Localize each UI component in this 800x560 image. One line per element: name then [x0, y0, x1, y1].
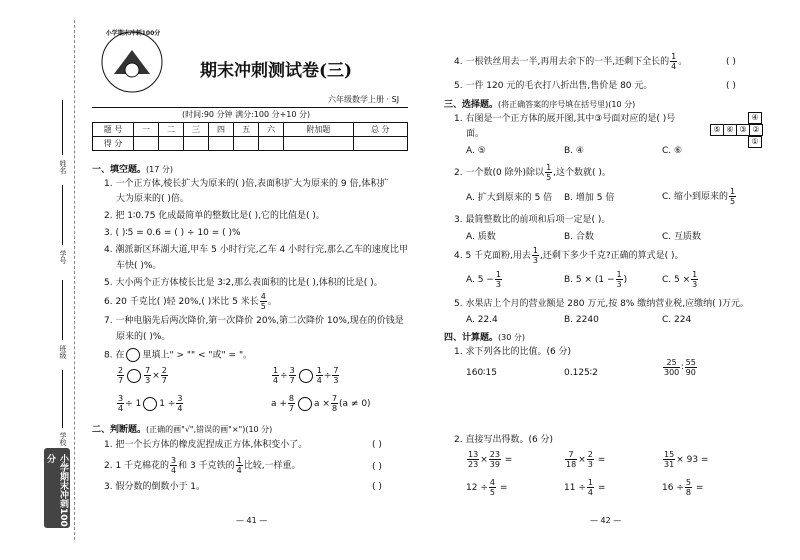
judge-1: 1. 把一个长方体的橡皮泥捏成正方体,体积变小了。 — [104, 440, 308, 450]
choice-3-option-c[interactable]: C. 互质数 — [662, 232, 702, 242]
net-face: ⑤ — [710, 124, 724, 136]
brand-box — [44, 448, 70, 528]
score-input-cell[interactable] — [184, 137, 209, 151]
fraction — [532, 246, 539, 265]
cube-net-figure — [710, 112, 774, 148]
score-cell: 总 分 — [353, 123, 407, 137]
logo — [100, 30, 164, 94]
fraction — [670, 52, 677, 71]
numerator: 2 — [161, 366, 167, 375]
ratio-colon: ∶ — [681, 363, 684, 373]
score-input-cell[interactable] — [209, 137, 234, 151]
choice-1-option-b[interactable]: B. ④ — [564, 146, 584, 156]
calc-1-item-c — [662, 358, 698, 377]
numerator: 13 — [468, 450, 479, 459]
section-title-text: 二、判断题。 — [92, 425, 147, 435]
calc-2-item-d — [466, 478, 507, 497]
judge-2 — [104, 456, 301, 475]
denominator: 4 — [316, 376, 322, 385]
operator-times: × — [578, 455, 586, 465]
numerator: 2 — [587, 450, 593, 459]
denominator: 4 — [177, 404, 183, 413]
judge-3-paren[interactable]: ( ) — [372, 482, 382, 492]
judge-2-text: 比较,一样重。 — [243, 461, 301, 471]
brand-box-text: 小学期末冲刺100分 — [45, 454, 68, 527]
judge-4-end: 。 — [678, 57, 688, 67]
net-face: ③ — [736, 124, 750, 136]
choice-2-option-a[interactable]: A. 扩大到原来的 5 倍 — [466, 193, 553, 203]
denominator: 7 — [289, 376, 295, 385]
fraction — [545, 163, 552, 182]
numerator: 7 — [333, 366, 339, 375]
q5: 5. 大小两个正方体棱长比是 3∶2,那么表面积的比是( ),体积的比是( )。 — [104, 278, 383, 288]
choice-4-text: 4. 5 千克面粉,用去 — [454, 251, 531, 261]
expr: (a ≠ 0) — [339, 399, 371, 409]
denominator: 3 — [333, 376, 339, 385]
denominator: 4 — [118, 404, 124, 413]
fraction — [495, 270, 502, 289]
denominator: 3 — [532, 256, 538, 265]
fraction — [176, 394, 183, 413]
denominator: 3 — [495, 280, 501, 289]
numerator: 4 — [489, 478, 495, 487]
side-line-school — [62, 370, 63, 428]
score-input-cell[interactable] — [134, 137, 159, 151]
calc-2-title: 2. 直接写出得数。(6 分) — [454, 435, 554, 445]
section-title-text: 三、选择题。 — [444, 100, 499, 110]
numerator: 8 — [288, 394, 295, 403]
option-text: A. 5 − — [466, 275, 494, 285]
denominator: 7 — [288, 404, 295, 413]
judge-4-text: 4. 一根铁丝用去一半,再用去余下的一半,还剩下全长的 — [454, 57, 670, 67]
denominator: 23 — [468, 460, 479, 469]
judge-4 — [454, 52, 687, 71]
net-face: ④ — [748, 112, 762, 124]
numerator: 1 — [730, 187, 736, 196]
judge-2-text: 和 3 千克铁的 — [178, 461, 235, 471]
numerator: 7 — [331, 394, 338, 403]
numerator: 5 — [685, 478, 691, 487]
binding-dash-line — [74, 20, 75, 540]
denominator: 4 — [587, 488, 593, 497]
choice-2 — [454, 163, 611, 182]
fraction — [489, 478, 496, 497]
fraction — [170, 456, 177, 475]
q8-pre: 8. 在 — [104, 350, 125, 361]
expr: 1 ÷ — [159, 399, 176, 409]
exam-meta: (时间:90 分钟 满分:100 分+10 分) — [182, 110, 311, 119]
choice-3: 3. 最简整数比的前项和后项一定是( )。 — [454, 215, 611, 225]
section-4-title — [444, 330, 525, 343]
choice-1-line1: 1. 右图是一个正方体的展开图,其中③号面对应的是( )号 — [454, 114, 676, 124]
calc-2-item-e — [564, 478, 605, 497]
numerator: 3 — [118, 394, 124, 403]
numerator: 7 — [565, 450, 577, 460]
binding-strip — [0, 0, 82, 560]
choice-3-option-a[interactable]: A. 质数 — [466, 232, 496, 242]
operator: × — [152, 371, 160, 381]
fraction — [685, 358, 697, 377]
operator: ÷ — [323, 371, 332, 381]
score-input-cell[interactable] — [353, 137, 407, 151]
numerator: 23 — [489, 450, 500, 459]
q6-end: 。 — [267, 297, 277, 307]
section-note: (17 分) — [146, 165, 173, 174]
q8 — [104, 348, 252, 362]
q1-line2: 大为原来的( )倍。 — [116, 194, 189, 204]
net-face: ⑥ — [723, 124, 737, 136]
compare-d — [271, 394, 371, 413]
numerator: 55 — [685, 358, 696, 367]
score-cell: 四 — [209, 123, 234, 137]
side-line-class — [62, 280, 63, 340]
q7-line2: 原来的( )%。 — [116, 332, 171, 342]
section-1-title — [92, 162, 173, 175]
numerator: 3 — [177, 394, 183, 403]
score-input-cell[interactable] — [159, 137, 184, 151]
section-2-title — [92, 422, 272, 435]
calc-1-title: 1. 求下列各比的比值。(6 分) — [454, 347, 572, 357]
choice-1-option-a[interactable]: A. ⑤ — [466, 146, 486, 156]
section-note: (30 分) — [498, 333, 525, 342]
choice-2-end: ,这个数就( )。 — [553, 168, 611, 178]
fraction — [161, 366, 168, 385]
judge-1-paren[interactable]: ( ) — [372, 440, 382, 450]
denominator: 5 — [730, 197, 736, 206]
denominator: 4 — [236, 466, 242, 475]
circle-blank-icon — [126, 348, 140, 362]
q3: 3. ( )∶5 = 0.6 = ( ) ÷ 10 = ( )% — [104, 228, 241, 238]
fraction — [288, 394, 295, 413]
fraction — [729, 187, 736, 206]
option-text: C. 5 × — [662, 275, 691, 285]
operator: ÷ — [280, 371, 288, 381]
judge-5: 5. 一件 120 元的毛衣打八折出售,售价是 80 元。 — [454, 81, 653, 91]
q4-line1: 4. 潮派新区环湖大道,甲车 5 小时行完,乙车 4 小时行完,那么乙车的速度比甲 — [104, 245, 408, 255]
fraction — [489, 450, 501, 469]
score-cell: 三 — [184, 123, 209, 137]
fraction — [144, 366, 151, 385]
denominator: 3 — [692, 280, 698, 289]
score-cell: 一 — [134, 123, 159, 137]
denominator: 3 — [587, 460, 593, 469]
numerator: 1 — [495, 270, 501, 279]
choice-4-end: ,还剩下多少千克?正确的算式是( )。 — [540, 251, 684, 261]
compare-c — [116, 394, 184, 413]
denominator: 4 — [671, 62, 677, 71]
fraction — [332, 366, 339, 385]
operator-times: × — [480, 455, 488, 465]
choice-5: 5. 水果店上个月的营业额是 280 万元,按 8% 缴纳营业税,应缴纳( )万元。 — [454, 299, 749, 309]
denominator: 31 — [664, 460, 675, 469]
denominator: 5 — [260, 302, 266, 311]
fraction — [663, 358, 680, 377]
choice-5-option-b[interactable]: B. 2240 — [564, 315, 599, 325]
expr: 12 ÷ — [466, 483, 488, 493]
q6-text: 6. 20 千克比( )轻 20%,( )米比 5 米长 — [104, 297, 259, 307]
score-table-header-row — [93, 123, 408, 137]
denominator: 39 — [489, 460, 500, 469]
choice-5-option-c[interactable]: C. 224 — [662, 315, 692, 325]
side-label-id: 学号 — [59, 250, 67, 264]
numerator: 3 — [289, 366, 295, 375]
expr: a × — [314, 399, 330, 409]
denominator: 5 — [489, 488, 495, 497]
grade-label: 六年级数学上册 · SJ — [328, 95, 400, 104]
score-cell: 五 — [234, 123, 259, 137]
fraction — [616, 270, 623, 289]
expr: a + — [271, 399, 287, 409]
denominator: 7 — [118, 376, 124, 385]
numerator: 1 — [316, 366, 322, 375]
equals: = — [594, 455, 606, 465]
fraction — [685, 478, 692, 497]
side-label-class: 班级 — [59, 345, 67, 359]
logo-arc-text: 小学期末冲刺100分 — [105, 30, 161, 37]
side-line-id — [62, 185, 63, 245]
page-number-left: — 41 — — [236, 516, 268, 525]
expr: × 93 = — [676, 455, 709, 465]
net-face: ① — [748, 136, 762, 148]
numerator: 1 — [546, 163, 552, 172]
q6 — [104, 292, 277, 311]
fraction — [117, 394, 124, 413]
answer-circle[interactable] — [127, 369, 141, 383]
choice-4-option-b[interactable] — [564, 270, 627, 289]
compare-a — [116, 366, 169, 385]
calc-2-item-a — [466, 450, 512, 469]
judge-4-paren[interactable]: ( ) — [726, 57, 736, 67]
side-label-name: 姓名 — [59, 160, 67, 174]
fraction — [331, 394, 338, 413]
choice-1-line2: 面。 — [466, 129, 485, 139]
numerator: 1 — [273, 366, 279, 375]
choice-2-option-c[interactable] — [662, 187, 737, 206]
score-cell: 附加题 — [284, 123, 354, 137]
fraction — [467, 450, 479, 469]
score-cell: 六 — [259, 123, 284, 137]
section-note: (将正确答案的序号填在括号里)(10 分) — [498, 100, 636, 109]
choice-3-option-b[interactable]: B. 合数 — [564, 232, 594, 242]
choice-2-text: 2. 一个数(0 除外)除以 — [454, 168, 545, 178]
header-rule — [92, 107, 408, 108]
denominator: 300 — [664, 368, 680, 377]
numerator: 4 — [260, 292, 266, 301]
option-text: C. 缩小到原来的 — [662, 192, 729, 202]
option-text: B. 5 × (1 − — [564, 275, 615, 285]
calc-2-item-b — [564, 450, 605, 469]
equals: = — [692, 483, 704, 493]
fraction — [117, 366, 124, 385]
q1-line1: 1. 一个正方体,棱长扩大为原来的( )倍,表面积扩大为原来的 9 倍,体积扩 — [104, 179, 389, 189]
net-face: ② — [749, 124, 763, 136]
choice-4-option-a[interactable] — [466, 270, 503, 289]
judge-3: 3. 假分数的倒数小于 1。 — [104, 482, 206, 492]
denominator: 3 — [145, 376, 151, 385]
equals: = — [594, 483, 606, 493]
side-line-name — [62, 100, 63, 155]
choice-2-option-b[interactable]: B. 增加 5 倍 — [564, 193, 615, 203]
option-text: ) — [623, 275, 628, 285]
denominator: 5 — [546, 173, 552, 182]
equals: = — [496, 483, 508, 493]
answer-circle[interactable] — [298, 397, 312, 411]
denominator: 4 — [273, 376, 279, 385]
numerator: 1 — [532, 246, 538, 255]
score-table — [92, 122, 408, 151]
judge-2-text: 2. 1 千克棉花的 — [104, 461, 170, 471]
numerator: 25 — [663, 358, 680, 368]
calc-2-item-f — [662, 478, 703, 497]
q6-fraction — [260, 292, 267, 311]
calc-1-item-b: 0.125∶2 — [564, 368, 598, 378]
section-3-title — [444, 97, 635, 110]
equals: = — [501, 455, 513, 465]
logo-emblem-icon — [100, 30, 164, 94]
q4-line2: 车快( )%。 — [116, 261, 162, 271]
q7-line1: 7. 一种电脑先后两次降价,第一次降价 20%,第二次降价 10%,现在的价钱是 — [104, 316, 404, 326]
expr: ÷ 1 — [125, 399, 142, 409]
judge-5-paren[interactable]: ( ) — [726, 81, 736, 91]
calc-1-item-a: 160∶15 — [466, 368, 497, 378]
fraction — [316, 366, 323, 385]
choice-4 — [454, 246, 684, 265]
denominator: 3 — [616, 280, 622, 289]
fraction — [236, 456, 243, 475]
q8-post: 里填上" > "" < "或" = "。 — [142, 350, 253, 361]
score-input-cell[interactable] — [284, 137, 354, 151]
right-page — [440, 0, 790, 560]
denominator: 7 — [161, 376, 167, 385]
section-title-text: 四、计算题。 — [444, 333, 499, 343]
fraction — [691, 270, 698, 289]
answer-circle[interactable] — [299, 369, 313, 383]
fraction — [663, 450, 675, 469]
fraction — [272, 366, 279, 385]
compare-b — [271, 366, 340, 385]
choice-5-option-a[interactable]: A. 22.4 — [466, 315, 498, 325]
page-title: 期末冲刺测试卷(三) — [200, 61, 353, 81]
numerator: 1 — [692, 270, 698, 279]
section-note: (正确的画"√",错误的画"×")(10 分) — [146, 425, 273, 434]
fraction — [289, 366, 296, 385]
numerator: 3 — [171, 456, 177, 465]
judge-2-paren[interactable]: ( ) — [372, 462, 382, 472]
answer-circle[interactable] — [143, 397, 157, 411]
page-number-right: — 42 — — [590, 516, 622, 525]
numerator: 1 — [671, 52, 677, 61]
denominator: 8 — [685, 488, 691, 497]
denominator: 4 — [171, 466, 177, 475]
choice-1-option-c[interactable]: C. ⑥ — [662, 146, 683, 156]
score-input-cell[interactable] — [234, 137, 259, 151]
score-table-score-row — [93, 137, 408, 151]
expr: 11 ÷ — [564, 483, 586, 493]
fraction — [587, 478, 594, 497]
section-title-text: 一、填空题。 — [92, 165, 147, 175]
side-label-school: 学校 — [59, 432, 67, 446]
score-cell: 得 分 — [93, 137, 134, 151]
calc-2-item-c — [662, 450, 708, 469]
choice-4-option-c[interactable] — [662, 270, 699, 289]
numerator: 1 — [616, 270, 622, 279]
fraction — [587, 450, 594, 469]
left-page — [86, 0, 416, 560]
numerator: 1 — [236, 456, 242, 465]
denominator: 8 — [331, 404, 338, 413]
score-cell: 二 — [159, 123, 184, 137]
numerator: 2 — [118, 366, 124, 375]
score-cell: 题 号 — [93, 123, 134, 137]
numerator: 7 — [145, 366, 151, 375]
numerator: 1 — [587, 478, 593, 487]
expr: 16 ÷ — [662, 483, 684, 493]
denominator: 90 — [685, 368, 696, 377]
denominator: 18 — [566, 460, 577, 469]
fraction — [565, 450, 577, 469]
numerator: 15 — [664, 450, 675, 459]
q2: 2. 把 1∶0.75 化成最简单的整数比是( ),它的比值是( )。 — [104, 211, 325, 221]
score-input-cell[interactable] — [259, 137, 284, 151]
